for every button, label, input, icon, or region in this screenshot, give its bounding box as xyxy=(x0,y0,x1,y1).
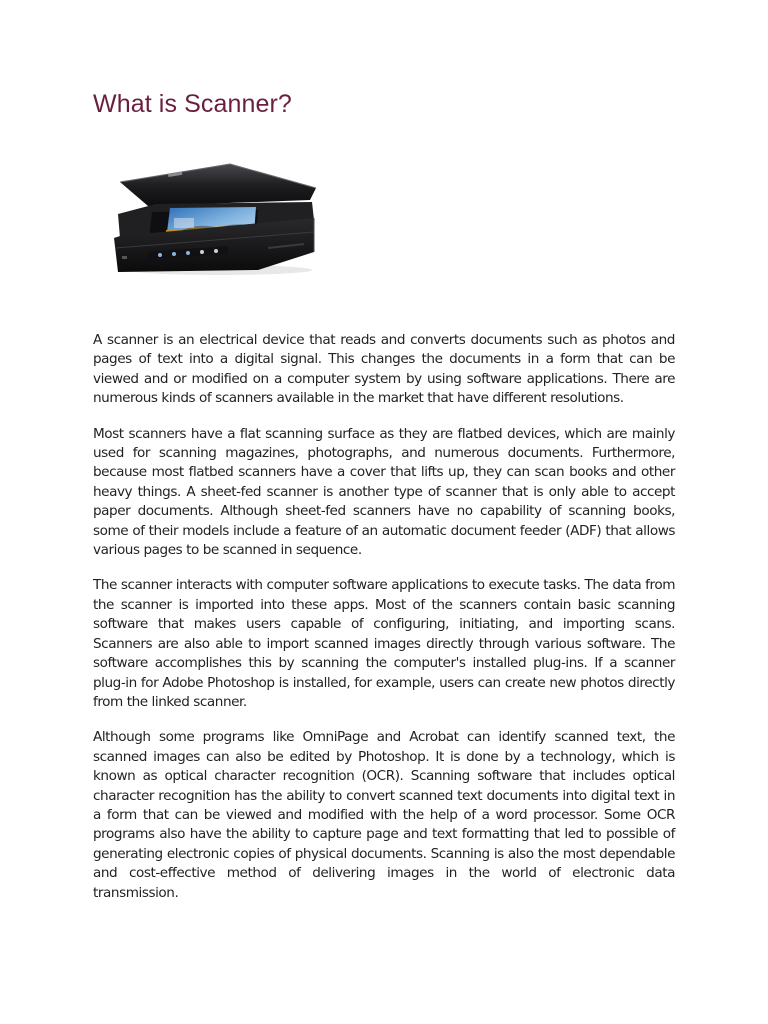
paragraph-2: Most scanners have a flat scanning surface as they are flatbed devices, which are mainly used for scanning magazines, photographs, and numerous documents. Furthermore, because most flatbed scanners have a cover that lifts up, they can scan books and other heavy things. A sheet-fed scanner is another type of scanner that is only able to accept paper documents. Although sheet-fed scanners have no capability of scanning books, some of their models include a feature of an automatic document feeder (ADF) that allows various pages to be scanned in sequence. xyxy=(93,425,675,559)
paragraph-1: A scanner is an electrical device that reads and converts documents such as photos and pages of text into a digital signal. This changes the documents in a form that can be viewed and or modified on a computer system by using software applications. There are numerous kinds of scanners available in the market that have different resolutions. xyxy=(93,332,675,407)
flatbed-scanner-icon xyxy=(108,152,320,280)
article-body xyxy=(93,331,675,919)
paragraph-3: The scanner interacts with computer software applications to execute tasks. The data from the scanner is imported into these apps. Most of the scanners contain basic scanning software that makes users capable of configuring, initiating, and importing scans. Scanners are also able to import scanned images directly through various software. The software accomplishes this by scanning the computer's installed plug-ins. If a scanner plug-in for Adobe Photoshop is installed, for example, users can create new photos directly from the linked scanner. xyxy=(93,577,675,710)
scanner-photo xyxy=(108,152,320,280)
paragraph-4: Although some programs like OmniPage and Acrobat can identify scanned text, the scanned images can also be edited by Photoshop. It is done by a technology, which is known as optical character recognition (OCR). Scanning software that includes optical character recognition has the ability to convert scanned text documents into digital text in a form that can be viewed and modified with the help of a word processor. Some OCR programs also have the ability to capture page and text formatting that led to possible of generating electronic copies of physical documents. Scanning is also the most dependable and cost-effective method of delivering images in the world of electronic data transmission. xyxy=(93,729,675,901)
page-title: What is Scanner? xyxy=(93,90,292,118)
